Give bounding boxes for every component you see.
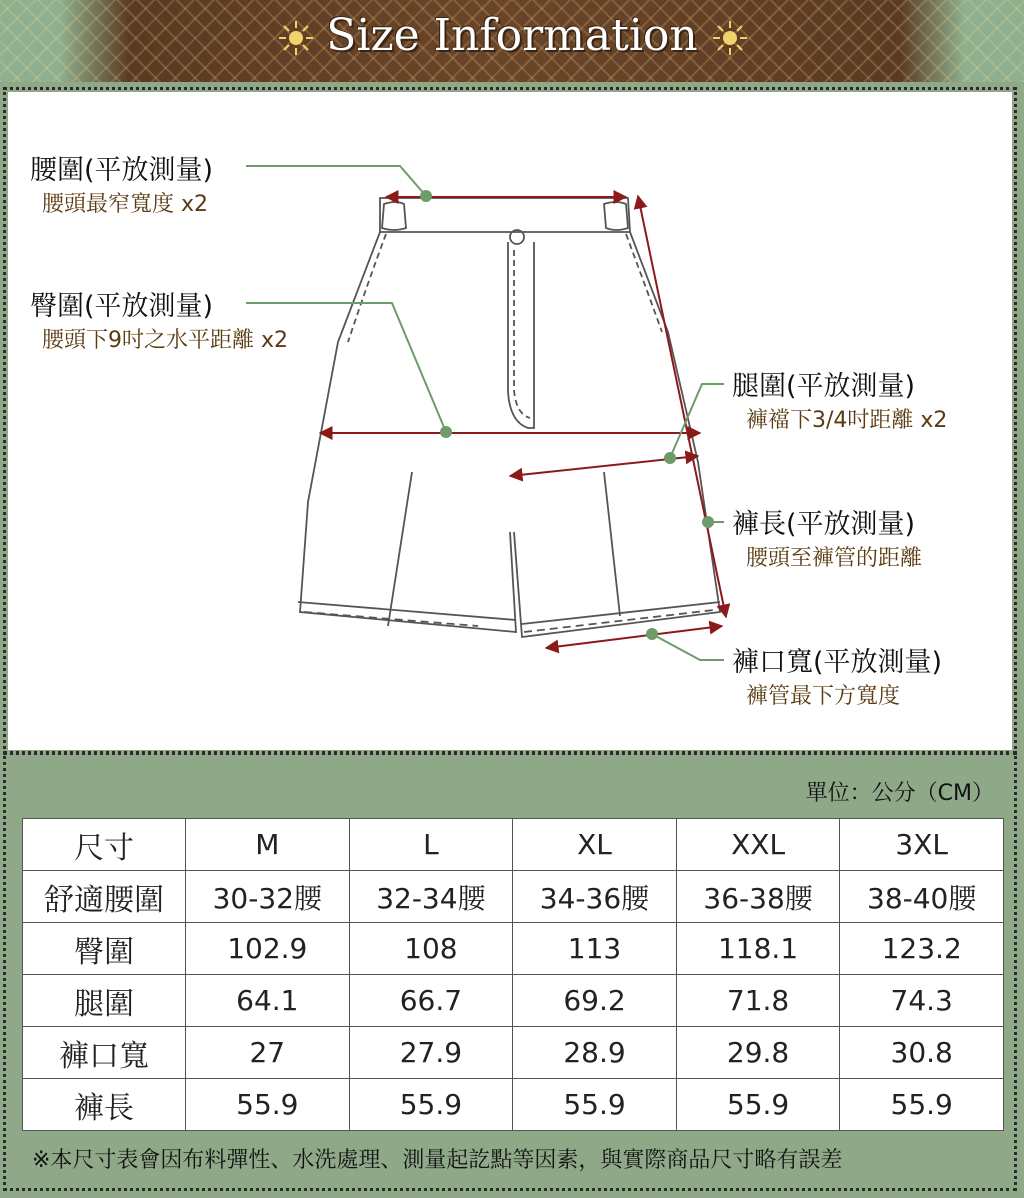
hip-label: [30, 284, 288, 354]
table-row: [23, 1027, 1004, 1079]
table-cell: 64.1: [186, 975, 350, 1027]
table-cell: 55.9: [513, 1079, 677, 1131]
table-row: [23, 1079, 1004, 1131]
row-header: 舒適腰圍: [23, 871, 186, 923]
table-cell: 30-32腰: [186, 871, 350, 923]
waist-label: [30, 148, 213, 218]
hem-desc: 褲管最下方寬度: [746, 684, 901, 709]
row-header: 腿圍: [23, 975, 186, 1027]
header-banner: [0, 0, 1024, 82]
header-cell: 尺寸: [23, 819, 186, 871]
length-desc: 腰頭至褲管的距離: [746, 546, 923, 571]
table-cell: 55.9: [186, 1079, 350, 1131]
table-cell: 102.9: [186, 923, 350, 975]
thigh-desc: 褲襠下3/4吋距離 x2: [746, 408, 948, 433]
table-row: [23, 923, 1004, 975]
table-cell: 74.3: [840, 975, 1004, 1027]
table-cell: 66.7: [349, 975, 513, 1027]
disclaimer-note: ※本尺寸表會因布料彈性、水洗處理、測量起訖點等因素，與實際商品尺寸略有誤差: [32, 1148, 843, 1173]
table-row: [23, 975, 1004, 1027]
table-cell: 27: [186, 1027, 350, 1079]
table-cell: 71.8: [676, 975, 840, 1027]
hem-title: 褲口寬(平放測量): [732, 647, 943, 678]
page-title: Size Information: [326, 10, 698, 61]
table-cell: 34-36腰: [513, 871, 677, 923]
table-cell: 69.2: [513, 975, 677, 1027]
table-cell: 118.1: [676, 923, 840, 975]
table-cell: 27.9: [349, 1027, 513, 1079]
table-cell: 32-34腰: [349, 871, 513, 923]
row-header: 褲長: [23, 1079, 186, 1131]
row-header: 褲口寬: [23, 1027, 186, 1079]
sun-ornament-icon: [712, 20, 748, 56]
thigh-label: [732, 364, 947, 434]
table-cell: 30.8: [840, 1027, 1004, 1079]
waist-title: 腰圍(平放測量): [30, 155, 214, 186]
table-cell: 55.9: [840, 1079, 1004, 1131]
table-cell: 113: [513, 923, 677, 975]
size-table: [22, 818, 1004, 1131]
measurement-diagram: [8, 92, 1012, 750]
table-cell: 55.9: [676, 1079, 840, 1131]
header-cell: M: [186, 819, 350, 871]
table-cell: 28.9: [513, 1027, 677, 1079]
table-cell: 29.8: [676, 1027, 840, 1079]
waist-desc: 腰頭最窄寬度 x2: [42, 192, 209, 217]
header-cell: XL: [513, 819, 677, 871]
header-cell: XXL: [676, 819, 840, 871]
length-title: 褲長(平放測量): [732, 509, 916, 540]
hem-label: [732, 640, 942, 710]
table-cell: 38-40腰: [840, 871, 1004, 923]
row-header: 臀圍: [23, 923, 186, 975]
hip-desc: 腰頭下9吋之水平距離 x2: [42, 328, 289, 353]
length-label: [732, 502, 922, 572]
header-cell: 3XL: [840, 819, 1004, 871]
table-cell: 108: [349, 923, 513, 975]
table-cell: 123.2: [840, 923, 1004, 975]
thigh-title: 腿圍(平放測量): [732, 371, 916, 402]
table-row: [23, 871, 1004, 923]
header-cell: L: [349, 819, 513, 871]
unit-label: 單位：公分（CM）: [805, 781, 994, 806]
table-cell: 55.9: [349, 1079, 513, 1131]
table-header-row: [23, 819, 1004, 871]
hip-title: 臀圍(平放測量): [30, 291, 214, 322]
table-cell: 36-38腰: [676, 871, 840, 923]
